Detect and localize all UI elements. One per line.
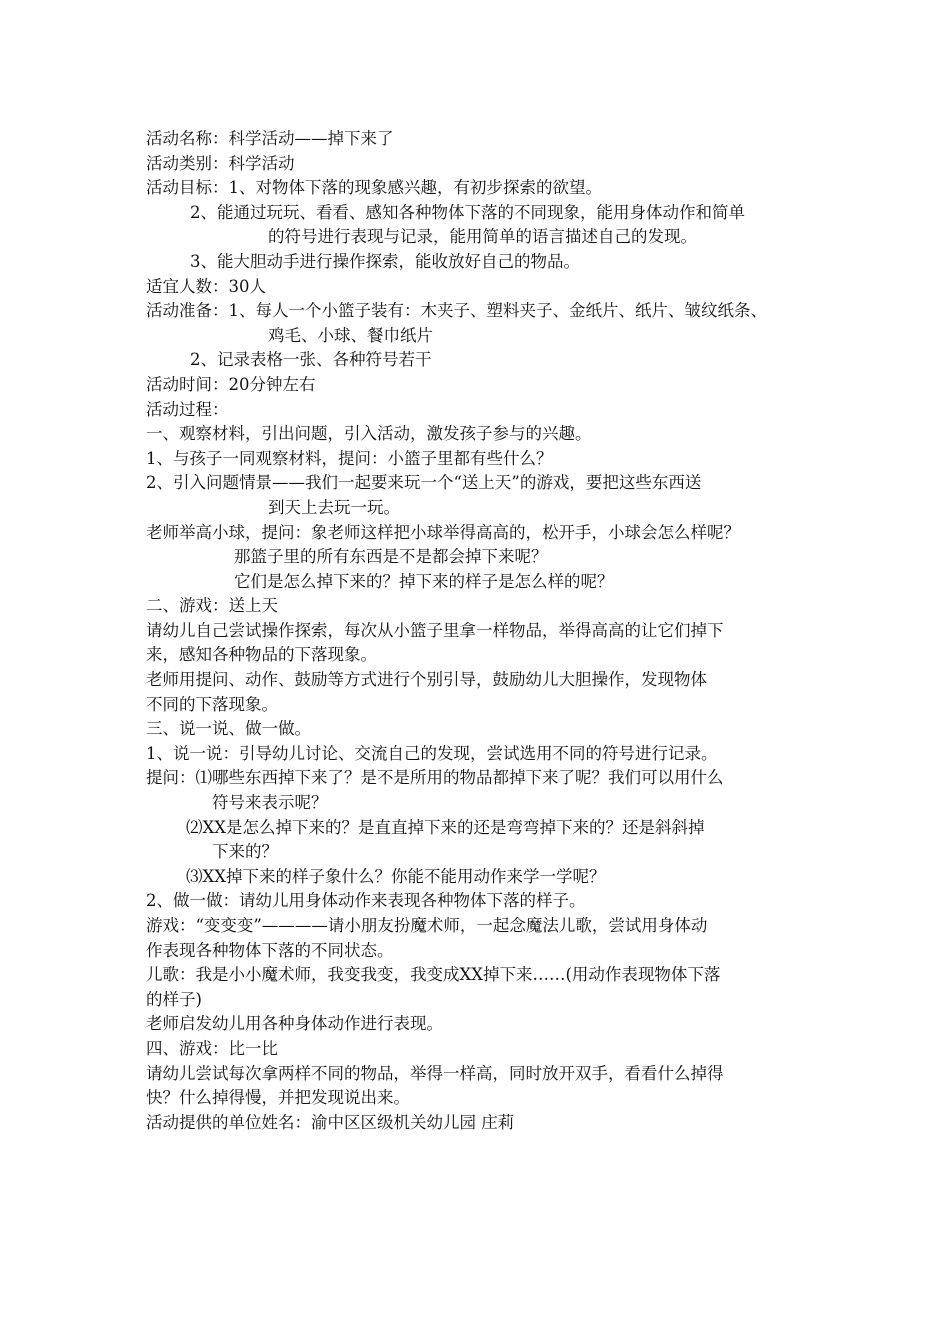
section-1-heading: 一、观察材料，引出问题，引入活动，激发孩子参与的兴趣。 <box>146 424 592 444</box>
teacher-question: 老师举高小球，提问：象老师这样把小球举得高高的，松开手，小球会怎么样呢？ <box>146 522 740 542</box>
section-1-step-1: 1、与孩子一同观察材料，提问：小篮子里都有些什么？ <box>146 448 553 468</box>
section-1-step-2: 2、引入问题情景——我们一起要来玩一个“送上天”的游戏，要把这些东西送 <box>146 473 702 493</box>
provider-info: 活动提供的单位姓名：渝中区区级机关幼儿园 庄莉 <box>146 1112 515 1132</box>
section-2-para-2-cont: 不同的下落现象。 <box>146 694 278 714</box>
activity-goal-1: 活动目标：1、对物体下落的现象感兴趣，有初步探索的欲望。 <box>146 178 602 198</box>
teacher-question-3: 它们是怎么掉下来的？掉下来的样子是怎么样的呢？ <box>234 571 614 591</box>
preparation-1-cont: 鸡毛、小球、餐巾纸片 <box>268 325 433 345</box>
nursery-rhyme-cont: 的样子) <box>146 989 202 1009</box>
section-2-para-1-cont: 来，感知各种物品的下落现象。 <box>146 645 377 665</box>
document-body <box>146 127 816 1135</box>
section-3-heading: 三、说一说、做一做。 <box>146 719 311 739</box>
activity-name: 活动名称：科学活动——掉下来了 <box>146 129 394 148</box>
section-1-step-2-cont: 到天上去玩一玩。 <box>268 497 400 517</box>
section-4-heading: 四、游戏：比一比 <box>146 1038 278 1058</box>
section-4-para-cont: 快？什么掉得慢，并把发现说出来。 <box>146 1088 410 1108</box>
question-2-cont: 下来的？ <box>212 842 278 862</box>
section-3-step-1: 1、说一说：引导幼儿讨论、交流自己的发现，尝试选用不同的符号进行记录。 <box>146 743 718 763</box>
preparation-2: 2、记录表格一张、各种符号若干 <box>190 350 432 370</box>
activity-goal-2: 2、能通过玩玩、看看、感知各种物体下落的不同现象，能用身体动作和简单 <box>190 202 745 222</box>
participant-count: 适宜人数：30人 <box>146 276 266 296</box>
game-transform-cont: 作表现各种物体下落的不同状态。 <box>146 940 394 960</box>
section-4-para: 请幼儿尝试每次拿两样不同的物品，举得一样高，同时放开双手，看看什么掉得 <box>146 1063 724 1083</box>
activity-category: 活动类别：科学活动 <box>146 153 295 173</box>
question-1-cont: 符号来表示呢？ <box>212 793 328 813</box>
game-transform: 游戏：“变变变”————请小朋友扮魔术师，一起念魔法儿歌，尝试用身体动 <box>146 916 708 935</box>
section-2-heading: 二、游戏：送上天 <box>146 596 278 616</box>
question-1: 提问：⑴哪些东西掉下来了？是不是所用的物品都掉下来了呢？我们可以用什么 <box>146 768 724 788</box>
section-2-para-1: 请幼儿自己尝试操作探索，每次从小篮子里拿一样物品，举得高高的让它们掉下 <box>146 620 724 640</box>
teacher-guidance: 老师启发幼儿用各种身体动作进行表现。 <box>146 1014 443 1034</box>
question-2: ⑵XX是怎么掉下来的？是直直掉下来的还是弯弯掉下来的？还是斜斜掉 <box>186 817 705 837</box>
activity-process-heading: 活动过程： <box>146 399 229 419</box>
activity-goal-3: 3、能大胆动手进行操作探索，能收放好自己的物品。 <box>190 251 580 271</box>
activity-time: 活动时间：20分钟左右 <box>146 374 316 394</box>
section-2-para-2: 老师用提问、动作、鼓励等方式进行个别引导，鼓励幼儿大胆操作，发现物体 <box>146 670 707 690</box>
preparation-1: 活动准备：1、每人一个小篮子装有：木夹子、塑料夹子、金纸片、纸片、皱纹纸条、 <box>146 301 767 321</box>
activity-goal-2-cont: 的符号进行表现与记录，能用简单的语言描述自己的发现。 <box>268 227 697 247</box>
teacher-question-2: 那篮子里的所有东西是不是都会掉下来呢？ <box>234 547 548 567</box>
nursery-rhyme: 儿歌：我是小小魔术师，我变我变，我变成XX掉下来……(用动作表现物体下落 <box>146 965 721 985</box>
question-3: ⑶XX掉下来的样子象什么？你能不能用动作来学一学呢？ <box>186 866 606 886</box>
section-3-step-2: 2、做一做：请幼儿用身体动作来表现各种物体下落的样子。 <box>146 891 586 911</box>
